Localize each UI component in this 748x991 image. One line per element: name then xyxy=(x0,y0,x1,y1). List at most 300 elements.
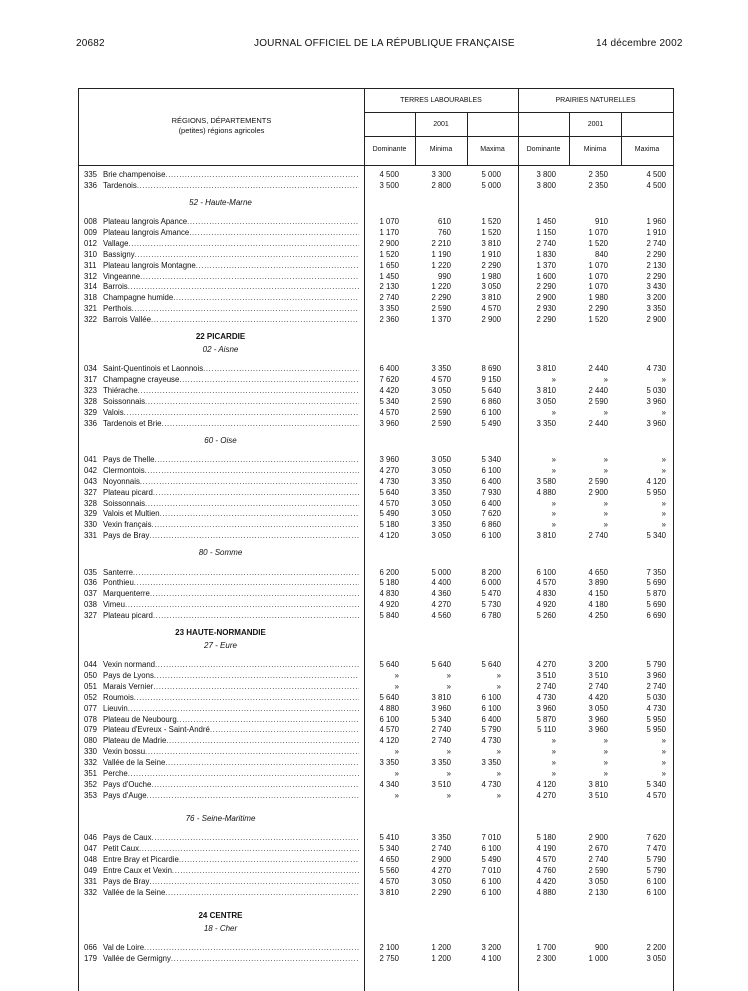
row-label: Soissonnais ..... xyxy=(103,499,359,509)
row-value: 5 490 xyxy=(481,418,501,428)
row-value: 3 350 xyxy=(431,364,451,374)
row-value: 2 740 xyxy=(536,682,556,691)
row-value: 2 900 xyxy=(588,833,608,843)
row-value: 4 120 xyxy=(646,476,666,486)
row-label: Tardenois et Brie ..... xyxy=(103,419,359,429)
row-value: 2 740 xyxy=(431,844,451,854)
row-code: 036 xyxy=(84,578,98,588)
row-value: » xyxy=(603,509,608,519)
row-value: 3 350 xyxy=(431,833,451,843)
row-value: 3 960 xyxy=(646,418,666,428)
row-value: 7 620 xyxy=(379,375,399,385)
row-value: 1 520 xyxy=(481,217,501,227)
year-header-1: 2001 xyxy=(433,121,449,128)
row-value: 3 960 xyxy=(536,703,556,713)
row-value: 3 580 xyxy=(536,476,556,486)
row-value: » xyxy=(394,682,399,691)
row-code: 034 xyxy=(84,364,98,374)
row-value: » xyxy=(661,465,666,475)
row-value: 2 200 xyxy=(646,943,666,953)
row-value: » xyxy=(603,455,608,465)
row-value: 2 590 xyxy=(431,396,451,406)
row-value: 3 810 xyxy=(536,531,556,541)
row-code: 080 xyxy=(84,736,98,746)
row-value: 2 290 xyxy=(431,887,451,897)
row-value: 4 570 xyxy=(646,790,666,800)
row-value: 3 510 xyxy=(431,779,451,789)
table-row xyxy=(0,682,748,692)
row-code: 330 xyxy=(84,747,98,757)
row-value: 3 200 xyxy=(588,660,608,670)
row-value: 3 960 xyxy=(588,714,608,724)
row-value: 1 170 xyxy=(379,228,399,238)
row-value: 760 xyxy=(437,228,451,238)
row-code: 042 xyxy=(84,465,98,475)
row-value: 5 870 xyxy=(646,589,666,599)
table-row xyxy=(0,943,748,953)
row-label: Thiérache ..... xyxy=(103,386,359,396)
row-value: 4 180 xyxy=(588,600,608,610)
row-value: » xyxy=(446,747,451,757)
row-value: 2 740 xyxy=(431,736,451,746)
row-value: 6 200 xyxy=(379,567,399,577)
table-row xyxy=(0,780,748,790)
row-value: 4 400 xyxy=(431,578,451,588)
row-value: 2 590 xyxy=(588,865,608,875)
table-row xyxy=(0,747,748,757)
row-value: 5 030 xyxy=(646,692,666,702)
row-value: » xyxy=(394,671,399,681)
row-value: » xyxy=(551,375,556,385)
region-heading: 22 PICARDIE xyxy=(195,332,246,342)
row-label: Soissonnais ..... xyxy=(103,397,359,407)
table-row xyxy=(0,520,748,530)
row-value: 1 000 xyxy=(588,954,608,964)
row-value: » xyxy=(661,375,666,385)
row-label: Plateau de Neubourg ..... xyxy=(103,715,359,725)
region-heading: 24 CENTRE xyxy=(198,911,243,921)
table-row xyxy=(0,217,748,227)
row-value: 6 400 xyxy=(379,364,399,374)
row-value: 5 640 xyxy=(481,660,501,670)
table-row xyxy=(0,488,748,498)
row-value: » xyxy=(603,736,608,746)
row-value: 4 830 xyxy=(536,589,556,599)
row-value: 1 520 xyxy=(588,315,608,324)
row-code: 048 xyxy=(84,855,98,865)
row-label: Plateau langrois Montagne ..... xyxy=(103,261,359,271)
row-value: 4 570 xyxy=(431,375,451,385)
row-value: 3 810 xyxy=(588,779,608,789)
table-row xyxy=(0,791,748,801)
row-value: 2 590 xyxy=(588,396,608,406)
row-value: 5 000 xyxy=(481,180,501,190)
row-value: 2 440 xyxy=(588,386,608,396)
row-value: 6 100 xyxy=(481,465,501,475)
table-row xyxy=(0,855,748,865)
row-code: 351 xyxy=(84,768,98,778)
row-code: 331 xyxy=(84,876,98,886)
table-row xyxy=(0,499,748,509)
row-value: 4 150 xyxy=(588,589,608,599)
row-value: 2 740 xyxy=(588,855,608,865)
table-row xyxy=(0,228,748,238)
row-value: 5 110 xyxy=(537,725,556,735)
row-value: 5 490 xyxy=(379,509,399,519)
row-value: 2 800 xyxy=(431,180,451,190)
row-value: 3 810 xyxy=(481,239,501,249)
table-row xyxy=(0,386,748,396)
table-row xyxy=(0,758,748,768)
row-value: 2 900 xyxy=(588,487,608,497)
row-value: » xyxy=(551,498,556,508)
row-value: 6 100 xyxy=(481,692,501,702)
row-code: 012 xyxy=(84,239,98,249)
row-value: 2 210 xyxy=(431,239,451,249)
row-value: 4 730 xyxy=(646,364,666,374)
col-minima-2: Minima xyxy=(583,146,607,153)
row-label: Pays de Bray ..... xyxy=(103,877,359,887)
region-heading: 23 HAUTE-NORMANDIE xyxy=(175,628,266,638)
table-row xyxy=(0,725,748,735)
row-value: 3 810 xyxy=(431,692,451,702)
row-value: » xyxy=(551,455,556,465)
row-value: » xyxy=(394,747,399,757)
table-row xyxy=(0,455,748,465)
row-code: 336 xyxy=(84,180,98,190)
row-value: 5 640 xyxy=(379,487,399,497)
row-value: 3 350 xyxy=(481,757,501,767)
row-value: » xyxy=(551,520,556,530)
row-value: » xyxy=(446,768,451,778)
row-value: 2 740 xyxy=(588,531,608,541)
row-value: 4 570 xyxy=(379,725,399,735)
row-value: 1 910 xyxy=(481,249,501,259)
row-value: 2 290 xyxy=(481,260,501,270)
row-value: 3 050 xyxy=(481,282,501,292)
table-row xyxy=(0,397,748,407)
row-code: 312 xyxy=(84,271,98,281)
row-value: » xyxy=(496,671,501,681)
table-row xyxy=(0,568,748,578)
row-label: Lieuvin ..... xyxy=(103,704,359,714)
row-value: » xyxy=(446,682,451,691)
table-row xyxy=(0,272,748,282)
table-row xyxy=(0,315,748,325)
table-row xyxy=(0,250,748,260)
row-label: Marais Vernier ..... xyxy=(103,682,359,692)
row-code: 078 xyxy=(84,714,98,724)
year-header-2: 2001 xyxy=(587,121,604,128)
row-label: Marquenterre ..... xyxy=(103,589,359,599)
row-value: » xyxy=(496,682,501,691)
row-label: Tardenois ..... xyxy=(103,181,359,191)
row-value: 4 730 xyxy=(481,736,501,746)
table-row xyxy=(0,578,748,588)
row-value: 3 510 xyxy=(588,790,608,800)
terres-labourables-header: TERRES LABOURABLES xyxy=(400,97,482,104)
row-value: 3 960 xyxy=(588,725,608,735)
row-label: Plateau langrois Amance ..... xyxy=(103,228,359,238)
row-value: 3 350 xyxy=(431,757,451,767)
row-value: 4 420 xyxy=(379,386,399,396)
row-value: 2 590 xyxy=(588,476,608,486)
row-value: » xyxy=(496,768,501,778)
row-value: 3 350 xyxy=(379,757,399,767)
row-value: 2 130 xyxy=(588,887,608,897)
row-label: Plateau de Madrie ..... xyxy=(103,736,359,746)
row-value: 6 860 xyxy=(481,396,501,406)
row-value: 1 520 xyxy=(481,228,501,238)
row-value: 4 120 xyxy=(536,779,556,789)
row-value: 3 050 xyxy=(536,396,556,406)
row-value: » xyxy=(551,736,556,746)
row-value: 5 340 xyxy=(646,779,666,789)
table-row xyxy=(0,660,748,670)
row-value: » xyxy=(661,768,666,778)
row-value: 7 470 xyxy=(646,844,666,854)
department-heading: 80 - Somme xyxy=(198,548,243,558)
row-value: 4 420 xyxy=(588,692,608,702)
row-value: 6 100 xyxy=(646,876,666,886)
row-value: 3 050 xyxy=(431,386,451,396)
row-label: Ponthieu ..... xyxy=(103,578,359,588)
row-value: 2 740 xyxy=(646,239,666,249)
row-value: 2 290 xyxy=(431,293,451,303)
row-value: 5 950 xyxy=(646,714,666,724)
row-value: 3 810 xyxy=(481,293,501,303)
row-value: » xyxy=(551,747,556,757)
table-row xyxy=(0,866,748,876)
row-value: 1 070 xyxy=(588,228,608,238)
department-heading: 60 - Oise xyxy=(204,435,237,445)
row-label: Vexin normand ..... xyxy=(103,660,359,670)
row-value: 5 180 xyxy=(536,833,556,843)
row-code: 051 xyxy=(84,682,98,691)
row-value: 4 340 xyxy=(379,779,399,789)
table-row xyxy=(0,477,748,487)
row-value: 4 570 xyxy=(379,876,399,886)
row-label: Santerre ..... xyxy=(103,568,359,578)
row-value: 4 730 xyxy=(481,779,501,789)
row-value: 1 070 xyxy=(379,217,399,227)
row-code: 041 xyxy=(84,455,98,465)
row-value: 2 900 xyxy=(536,293,556,303)
row-value: 4 730 xyxy=(379,476,399,486)
row-code: 329 xyxy=(84,509,98,519)
row-code: 327 xyxy=(84,610,98,620)
row-label: Pays de Bray ..... xyxy=(103,531,359,541)
department-heading: 02 - Aisne xyxy=(202,345,239,355)
row-label: Pays d'Ouche ..... xyxy=(103,780,359,790)
row-value: » xyxy=(603,520,608,530)
row-value: 4 920 xyxy=(379,600,399,610)
row-value: 990 xyxy=(437,271,451,281)
row-value: 3 350 xyxy=(536,418,556,428)
row-value: 5 180 xyxy=(379,520,399,530)
row-value: » xyxy=(446,671,451,681)
row-value: 3 800 xyxy=(536,180,556,190)
row-value: 3 050 xyxy=(431,509,451,519)
row-code: 052 xyxy=(84,692,98,702)
row-value: 6 690 xyxy=(646,610,666,620)
row-value: 4 880 xyxy=(536,887,556,897)
row-value: » xyxy=(551,465,556,475)
row-label: Pays de Thelle ..... xyxy=(103,455,359,465)
row-label: Plateau picard ..... xyxy=(103,611,359,621)
row-value: 6 100 xyxy=(481,876,501,886)
row-value: 3 350 xyxy=(431,476,451,486)
row-value: 2 590 xyxy=(431,407,451,417)
row-value: 7 010 xyxy=(481,865,501,875)
row-value: 4 880 xyxy=(536,487,556,497)
row-value: 6 100 xyxy=(481,531,501,541)
row-value: » xyxy=(661,747,666,757)
row-code: 329 xyxy=(84,407,98,417)
row-value: 2 100 xyxy=(379,943,399,953)
row-value: 4 270 xyxy=(431,600,451,610)
row-value: 8 690 xyxy=(481,364,501,374)
row-value: 2 300 xyxy=(536,954,556,964)
table-row xyxy=(0,693,748,703)
row-value: 3 960 xyxy=(379,455,399,465)
row-value: 3 350 xyxy=(379,304,399,314)
row-value: 3 500 xyxy=(379,180,399,190)
row-value: 1 600 xyxy=(536,271,556,281)
row-code: 066 xyxy=(84,943,98,953)
row-value: 1 200 xyxy=(431,943,451,953)
row-value: » xyxy=(496,747,501,757)
col-minima-1: Minima xyxy=(429,146,453,153)
row-value: 5 030 xyxy=(646,386,666,396)
row-value: 4 420 xyxy=(536,876,556,886)
table-row xyxy=(0,364,748,374)
row-value: 1 450 xyxy=(379,271,399,281)
prairies-naturelles-header: PRAIRIES NATURELLES xyxy=(555,97,636,104)
row-value: 2 130 xyxy=(646,260,666,270)
row-value: 3 050 xyxy=(431,876,451,886)
row-value: » xyxy=(603,465,608,475)
row-value: 2 350 xyxy=(588,170,608,179)
col-dominante-2: Dominante xyxy=(526,146,561,153)
row-label: Vallée de la Seine ..... xyxy=(103,758,359,768)
row-value: 3 050 xyxy=(588,876,608,886)
row-value: 4 270 xyxy=(536,660,556,670)
row-value: 2 740 xyxy=(646,682,666,691)
row-value: » xyxy=(603,768,608,778)
row-value: 610 xyxy=(437,217,451,227)
row-value: » xyxy=(661,498,666,508)
row-value: 4 270 xyxy=(379,465,399,475)
row-value: 5 180 xyxy=(379,578,399,588)
row-value: 2 900 xyxy=(379,239,399,249)
table-row xyxy=(0,671,748,681)
row-code: 353 xyxy=(84,790,98,800)
row-value: 5 340 xyxy=(379,396,399,406)
row-value: 5 840 xyxy=(379,610,399,620)
row-value: 4 730 xyxy=(536,692,556,702)
row-code: 079 xyxy=(84,725,98,735)
row-label: Vimeu ..... xyxy=(103,600,359,610)
table-row xyxy=(0,261,748,271)
row-value: 1 150 xyxy=(536,228,556,238)
row-value: 5 640 xyxy=(431,660,451,670)
row-value: 1 070 xyxy=(588,260,608,270)
row-label: Plateau langrois Apance ..... xyxy=(103,217,359,227)
row-code: 332 xyxy=(84,887,98,897)
row-value: 1 370 xyxy=(536,260,556,270)
row-value: 1 520 xyxy=(588,239,608,249)
row-value: 2 290 xyxy=(536,282,556,292)
row-value: 6 100 xyxy=(481,887,501,897)
row-label: Saint-Quentinois et Laonnois ..... xyxy=(103,364,359,374)
row-code: 046 xyxy=(84,833,98,843)
row-code: 008 xyxy=(84,217,98,227)
row-value: 1 520 xyxy=(379,249,399,259)
row-label: Pays de Lyons ..... xyxy=(103,671,359,681)
row-value: 4 570 xyxy=(536,855,556,865)
row-value: » xyxy=(551,509,556,519)
row-code: 330 xyxy=(84,520,98,530)
row-value: 2 740 xyxy=(588,682,608,691)
row-value: 2 740 xyxy=(379,293,399,303)
row-value: 4 250 xyxy=(588,610,608,620)
row-value: 2 670 xyxy=(588,844,608,854)
row-code: 037 xyxy=(84,589,98,599)
row-label: Vallée de Germigny ..... xyxy=(103,954,359,964)
row-value: » xyxy=(661,509,666,519)
row-value: 5 790 xyxy=(646,660,666,670)
row-value: 1 650 xyxy=(379,260,399,270)
row-label: Vexin bossu ..... xyxy=(103,747,359,757)
row-code: 035 xyxy=(84,567,98,577)
table-row xyxy=(0,704,748,714)
row-value: 3 960 xyxy=(646,396,666,406)
table-row xyxy=(0,954,748,964)
row-value: 4 500 xyxy=(379,170,399,179)
row-code: 328 xyxy=(84,396,98,406)
row-value: » xyxy=(661,455,666,465)
regions-subheader: (petites) régions agricoles xyxy=(178,126,265,135)
row-value: 4 570 xyxy=(536,578,556,588)
row-code: 335 xyxy=(84,170,98,179)
row-label: Plateau picard ..... xyxy=(103,488,359,498)
row-code: 050 xyxy=(84,671,98,681)
row-label: Vexin français ..... xyxy=(103,520,359,530)
row-value: 5 000 xyxy=(481,170,501,179)
row-value: 5 260 xyxy=(536,610,556,620)
row-value: 2 900 xyxy=(481,315,501,324)
row-label: Barrois ..... xyxy=(103,282,359,292)
row-value: 4 500 xyxy=(646,180,666,190)
department-heading: 52 - Haute-Marne xyxy=(189,198,252,208)
department-heading: 27 - Eure xyxy=(204,641,237,651)
row-label: Valois et Multien ..... xyxy=(103,509,359,519)
row-value: » xyxy=(603,757,608,767)
row-value: 5 000 xyxy=(431,567,451,577)
table-row xyxy=(0,181,748,191)
row-value: 3 810 xyxy=(536,364,556,374)
row-code: 038 xyxy=(84,600,98,610)
row-value: 5 640 xyxy=(481,386,501,396)
row-value: 3 050 xyxy=(431,531,451,541)
row-value: 2 750 xyxy=(379,954,399,964)
row-value: 5 490 xyxy=(481,855,501,865)
table-row xyxy=(0,844,748,854)
row-value: » xyxy=(661,520,666,530)
row-value: 2 290 xyxy=(536,315,556,324)
table-row xyxy=(0,466,748,476)
